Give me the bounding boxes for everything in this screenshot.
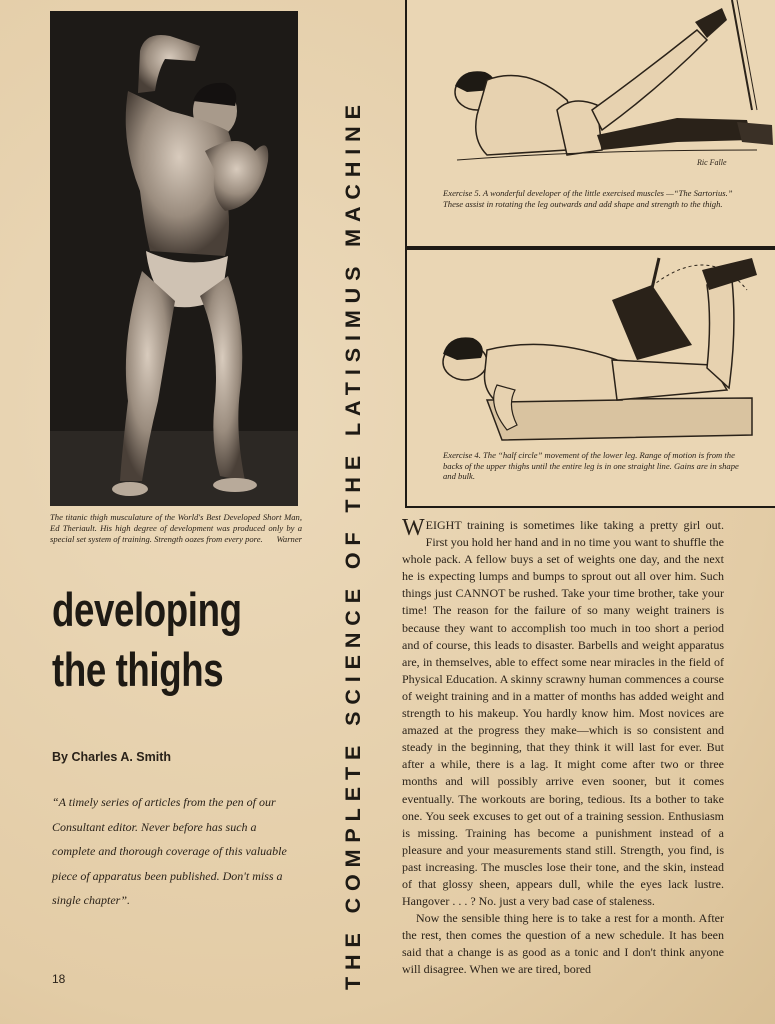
photo-caption	[50, 512, 302, 546]
illustrator-signature: Ric Falle	[697, 158, 727, 167]
article-paragraph-2: Now the sensible thing here is to take a rest for a month. After the rest, then comes the question of a new schedule. It has been said that a change is as good as a tonic and I don't think anyone will disagree. When we are tired, bored	[402, 911, 724, 977]
exercise-5-illustration	[407, 0, 775, 246]
exercise-4-caption: Exercise 4. The “half circle” movement of the lower leg. Range of motion is from the backs of the upper thighs until the entire leg is in one straight line. Gains are in shape and bulk.	[443, 450, 739, 481]
article-paragraph-1	[402, 517, 724, 910]
exercise-5-caption: Exercise 5. A wonderful developer of the little exercised muscles —“The Sartorius.” These assist in rotating the leg outwards and add shape and strength to the thigh.	[443, 188, 733, 209]
exercise-4-panel	[405, 248, 775, 508]
photo-credit: Warner	[276, 534, 302, 545]
article-title	[52, 580, 255, 700]
drop-cap: W	[402, 515, 425, 541]
paragraph-1-text: EIGHT training is sometimes like taking a pretty girl out. First you hold her hand and in no time you want to shuffle the whole pack. A fellow buys a set of weights one day, and the next he is expecting lumps and bumps to sprout out all over him. Such things just CANNOT be rushed. Take your time brother, take your time! The reason for the failure of so many weight trainers is because they want to accomplish too much in too short a period and of course, this leads to disaster. Barbells and weight apparatus are, in themselves, able to effect some near miracles in the field of Physical Education. A skinny scrawny human commences a course of weight training and in a matter of months has added weight and strength to his makeup. You hardly know him. Most novices are amazed at the progress they make—which is so consistent and steady in the beginning, that they think it will last for ever. But after a while, there is a lag. It might come after two or three months and will possibly arrive even sooner, but it comes eventually. The workouts are boring, tedious. Its a bother to take one. You seek excuses to get out of a training session. Enthusiasm is missing. Training has become a punishment instead of a pleasure and your measurements stand still. Strength, you find, is past increasing. The muscles lose their tone, and the skin, instead of that glossy sheen, appears dull, while the eyes lack lustre. Hangover . . . ? No. just a very bad case of staleness.	[402, 518, 724, 909]
series-title-vertical: THE COMPLETE SCIENCE OF THE LATISIMUS MACHINE	[341, 98, 365, 990]
photo-caption-text: The titanic thigh musculature of the World's Best Developed Short Man, Ed Theriault. His high degree of development was produced only by a special set system of training. Strength oozes from every pore.	[50, 512, 302, 545]
page-number: 18	[52, 972, 66, 986]
exercise-5-panel	[405, 0, 775, 248]
title-line-1: developing	[52, 583, 242, 636]
title-line-2: the thighs	[52, 643, 224, 696]
article-body	[402, 517, 724, 979]
bodybuilder-photo	[50, 11, 298, 506]
editor-blurb: “A timely series of articles from the pen of our Consultant editor. Never before has such a complete and thorough coverage of this valuable piece of apparatus been published. Don't miss a single chapter”.	[52, 795, 287, 907]
byline: By Charles A. Smith	[52, 750, 172, 764]
